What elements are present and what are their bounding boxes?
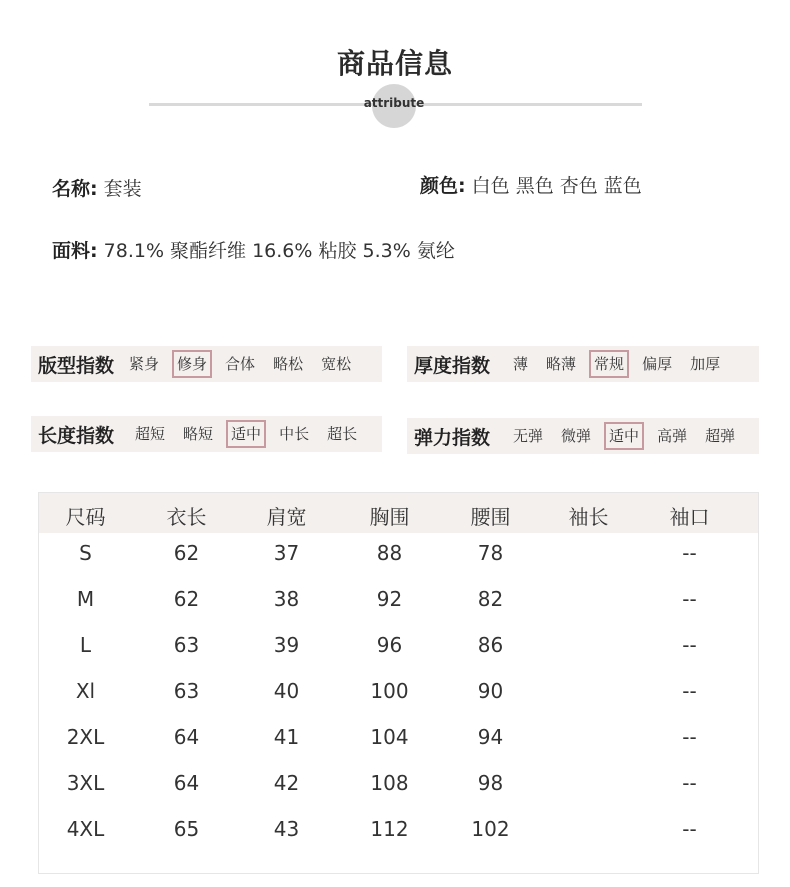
header-cell: 衣长 <box>166 505 207 529</box>
table-cell: 62 <box>173 541 200 565</box>
elasticity-option: 无弹 <box>513 427 544 445</box>
fit-option: 紧身 <box>129 355 160 373</box>
info-fabric <box>52 236 455 263</box>
table-cell: 37 <box>273 541 300 565</box>
table-cell: 94 <box>477 725 504 749</box>
thickness-option: 偏厚 <box>642 355 673 373</box>
table-cell: 100 <box>370 679 409 703</box>
elasticity-index-label: 弹力指数 <box>414 426 491 449</box>
table-cell: 38 <box>273 587 300 611</box>
thickness-option: 略薄 <box>546 355 577 373</box>
info-color-label: 颜色: <box>420 175 466 197</box>
thickness-option: 薄 <box>513 355 529 373</box>
page-subtitle: attribute <box>363 96 425 110</box>
info-fabric-label: 面料: <box>52 240 98 262</box>
fit-index <box>31 346 382 382</box>
header-cell: 腰围 <box>470 505 511 529</box>
elasticity-option: 超弹 <box>705 427 736 445</box>
length-option: 超短 <box>135 425 166 443</box>
header-cell: 胸围 <box>369 505 410 529</box>
table-cell: 42 <box>273 771 300 795</box>
elasticity-option: 高弹 <box>657 427 688 445</box>
table-cell: 98 <box>477 771 504 795</box>
size-table-header <box>39 493 758 533</box>
info-color-value: 白色 黑色 杏色 蓝色 <box>471 175 642 197</box>
length-option: 超长 <box>327 425 358 443</box>
table-cell: 88 <box>376 541 403 565</box>
length-option: 适中 <box>226 420 266 448</box>
fit-option: 合体 <box>225 355 256 373</box>
table-cell: 90 <box>477 679 504 703</box>
fit-option: 略松 <box>273 355 304 373</box>
size-table <box>38 492 759 874</box>
table-cell: -- <box>682 725 697 749</box>
table-cell: 78 <box>477 541 504 565</box>
table-cell: 64 <box>173 725 200 749</box>
table-cell: 96 <box>376 633 403 657</box>
table-cell: 3XL <box>66 771 105 795</box>
fit-option: 修身 <box>172 350 212 378</box>
table-cell: 40 <box>273 679 300 703</box>
thickness-index <box>407 346 759 382</box>
table-cell: 92 <box>376 587 403 611</box>
table-cell: 2XL <box>66 725 105 749</box>
table-cell: -- <box>682 817 697 841</box>
thickness-index-label: 厚度指数 <box>414 354 491 377</box>
info-color <box>420 171 642 198</box>
length-option: 中长 <box>279 425 310 443</box>
table-cell: 39 <box>273 633 300 657</box>
thickness-option: 常规 <box>589 350 629 378</box>
table-cell: 43 <box>273 817 300 841</box>
table-cell: 102 <box>471 817 510 841</box>
table-cell: -- <box>682 587 697 611</box>
table-cell: 41 <box>273 725 300 749</box>
table-cell: L <box>79 633 92 657</box>
info-name-label: 名称: <box>52 178 98 200</box>
table-cell: 82 <box>477 587 504 611</box>
info-fabric-value: 78.1% 聚酯纤维 16.6% 粘胶 5.3% 氨纶 <box>103 240 455 262</box>
table-cell: 62 <box>173 587 200 611</box>
elasticity-index <box>407 418 759 454</box>
elasticity-option: 微弹 <box>561 427 592 445</box>
header-cell: 袖口 <box>669 505 710 529</box>
table-cell: Xl <box>75 679 96 703</box>
fit-option: 宽松 <box>321 355 352 373</box>
table-cell: M <box>76 587 95 611</box>
header-cell: 尺码 <box>65 505 106 529</box>
length-index-label: 长度指数 <box>38 424 115 447</box>
table-cell: -- <box>682 771 697 795</box>
elasticity-option: 适中 <box>604 422 644 450</box>
table-cell: 63 <box>173 633 200 657</box>
table-cell: 63 <box>173 679 200 703</box>
table-cell: -- <box>682 633 697 657</box>
thickness-option: 加厚 <box>690 355 721 373</box>
table-cell: 4XL <box>66 817 105 841</box>
page-title: 商品信息 <box>336 47 453 80</box>
table-cell: -- <box>682 679 697 703</box>
length-index <box>31 416 382 452</box>
info-name-value: 套装 <box>103 178 142 200</box>
table-cell: S <box>79 541 92 565</box>
table-cell: 104 <box>370 725 409 749</box>
info-name <box>52 174 142 201</box>
fit-index-label: 版型指数 <box>38 354 115 377</box>
table-cell: -- <box>682 541 697 565</box>
table-cell: 86 <box>477 633 504 657</box>
header-cell: 肩宽 <box>266 505 307 529</box>
header-cell: 袖长 <box>568 505 609 529</box>
table-cell: 64 <box>173 771 200 795</box>
table-cell: 108 <box>370 771 409 795</box>
table-cell: 65 <box>173 817 200 841</box>
table-cell: 112 <box>370 817 409 841</box>
length-option: 略短 <box>183 425 214 443</box>
